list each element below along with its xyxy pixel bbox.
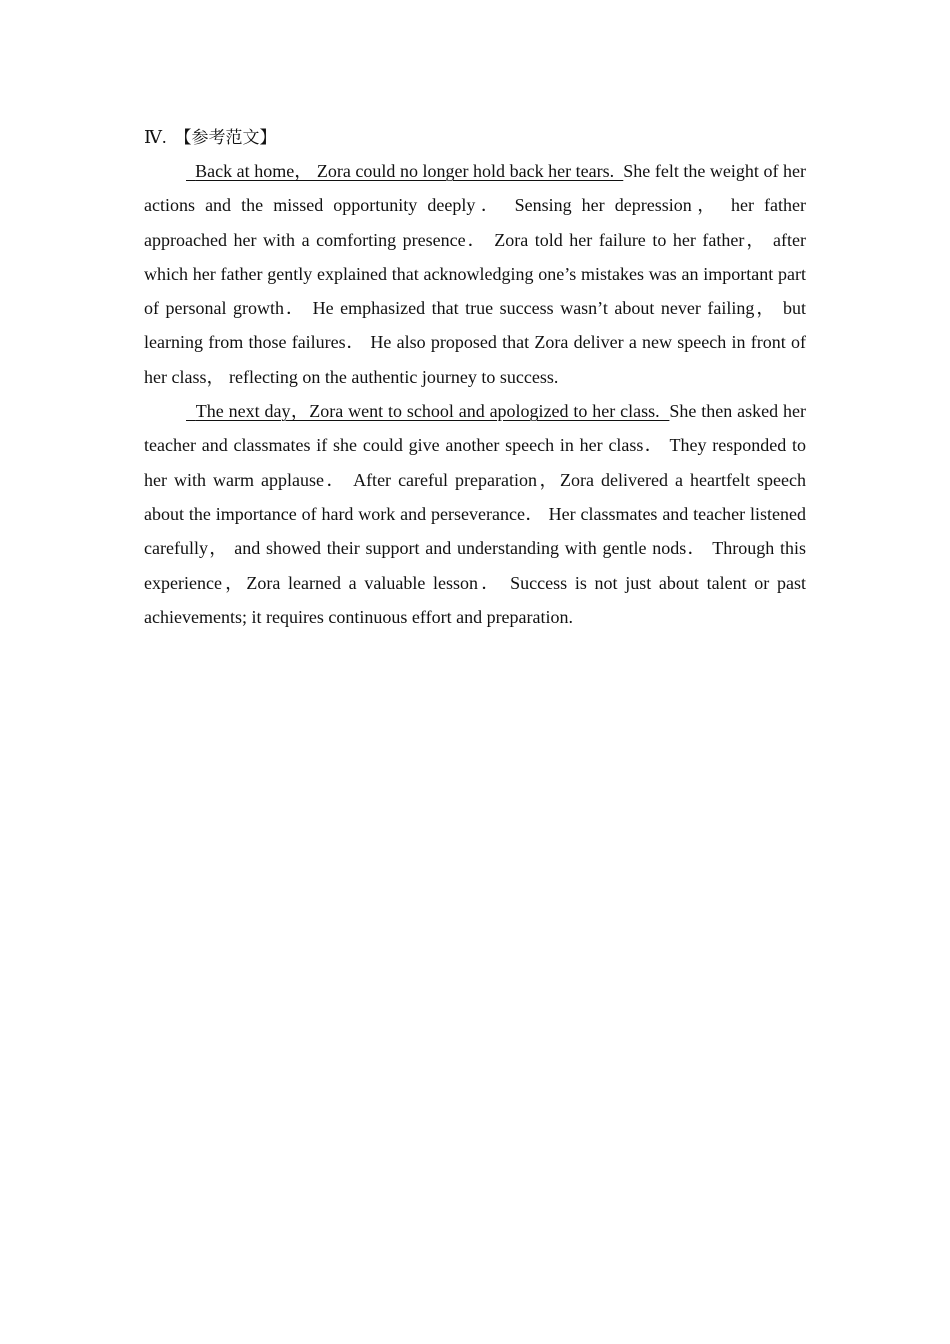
section-numeral: Ⅳ. [144, 127, 167, 147]
essay-paragraph-1 [144, 154, 806, 394]
paragraph-2-given-opening: The next day，Zora went to school and apologized to her class. [186, 401, 670, 422]
document-content [144, 120, 806, 634]
paragraph-1-body: She felt the weight of her actions and the missed opportunity deeply． Sensing her depression， her father approached her with a comforting presence． Zora told her failure to her father， after which her father gently explained that acknowledging one’s mistakes was an important part of personal growth． He emphasized that true success wasn’t about never failing， but learning from those failures． He also proposed that Zora deliver a new speech in front of her class， reflecting on the authentic journey to success. [144, 161, 807, 387]
essay-paragraph-2 [144, 394, 806, 634]
paragraph-2-body: She then asked her teacher and classmates if she could give another speech in her class． They responded to her with warm applause． After careful preparation，Zora delivered a heartfelt speech about the importance of hard work and perseverance． Her classmates and teacher listened carefully， and showed their support and understanding with gentle nods． Through this experience，Zora learned a valuable lesson． Success is not just about talent or past achievements; it requires continuous effort and preparation. [144, 401, 806, 627]
section-heading [144, 120, 806, 154]
paragraph-1-given-opening: Back at home， Zora could no longer hold back her tears. [186, 161, 624, 181]
section-title: 【参考范文】 [174, 128, 277, 148]
